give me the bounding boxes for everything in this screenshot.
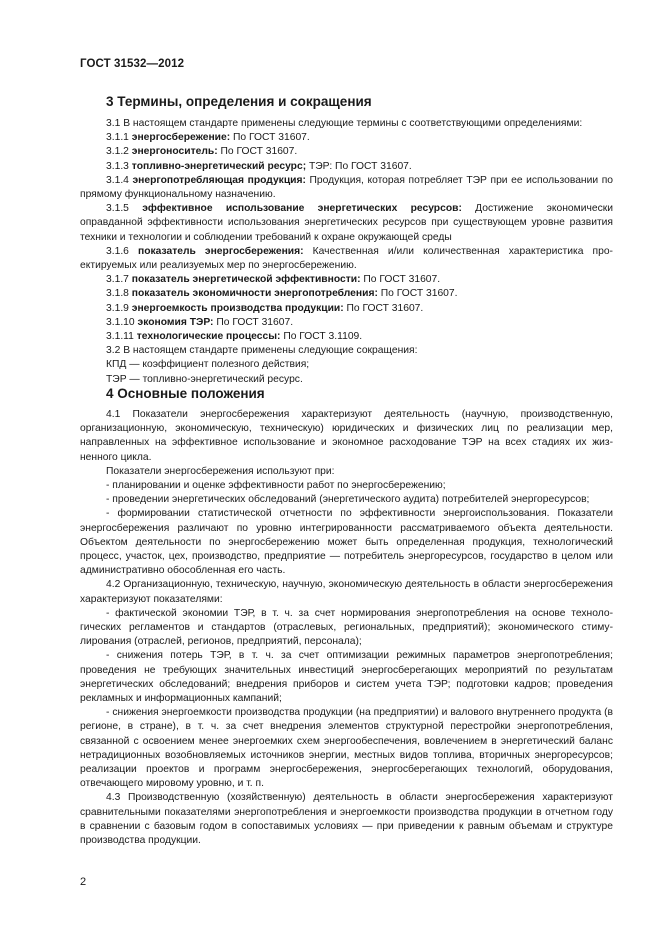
- list-item-audit: - проведении энергетических обследований (энергетического аудита) потребителей энергоресурсов;: [106, 494, 590, 506]
- list-item-actual-savings: - фактической экономии ТЭР, в т. ч. за счет нормирования энергопотребления на основе технологических регламентов и стандартов (отраслевых, региональных, предприятий); экономического стимулирования (отраслей, регионов, предприятий, персонала);: [80, 607, 613, 648]
- document-header: ГОСТ 31532—2012: [80, 58, 185, 70]
- list-item-planning: - планировании и оценке эффективности работ по энергосбережению;: [106, 480, 446, 492]
- list-item-energy-intensity: - снижения энергоемкости производства продукции (на предприятии) и валового внутреннего продукта (в регионе, в стране), в т. ч. за счет внедрения элементов структурной перестройки энергопотребления, связанной с освоением менее энергоемких схем энергообеспечения, вовлечением в энергетический баланс нетрадиционных возобновляемых источников энергии, местных видов топлива, вторичных энергоресурсов; реализации проектов и программ энергосбережения, энергосберегающих технологий, оборудования, отвечающего мировому уровню, и т. п.: [80, 707, 613, 790]
- abbreviation-ter: ТЭР — топливно-энергетический ресурс.: [106, 373, 303, 385]
- term-item-3-1-5: 3.1.5 эффективное использование энергетических ресурсов: Достижение экономически оправданной эффективности использования энергетических ресурсов при существующем уровне развития техники и технологии и соблюдении требований к охране окружающей среды: [80, 203, 613, 243]
- term-item-3-1-10: 3.1.10 экономия ТЭР: По ГОСТ 31607.: [106, 316, 294, 328]
- term-item-3-1-1: 3.1.1 энергосбережение: По ГОСТ 31607.: [106, 132, 310, 144]
- term-item-3-1-2: 3.1.2 энергоноситель: По ГОСТ 31607.: [106, 146, 298, 158]
- abbreviation-kpd: КПД — коэффициент полезного действия;: [106, 359, 310, 371]
- section-4-body: [80, 408, 613, 848]
- term-item-3-1-3: 3.1.3 топливно-энергетический ресурс; ТЭР: По ГОСТ 31607.: [106, 160, 412, 172]
- paragraph-4-2: 4.2 Организационную, техническую, научную, экономическую деятельность в области энергосбережения характеризуют показателями:: [80, 579, 613, 605]
- section-4-heading: 4 Основные положения: [106, 386, 265, 401]
- section-3-body: [80, 117, 613, 387]
- list-item-statistics: - формировании статистической отчетности по эффективности энергоиспользования. Показатели энергосбережения различают по уровню интегрированности рассматриваемого объекта деятельности. Объектом деятельности по энергосбережению может быть определенная продукция, технологический процесс, участок, цех, производство, предприятие — потребитель энергоресурсов, государство в целом или административно обособленная его часть.: [80, 508, 613, 577]
- section-3-heading: 3 Термины, определения и сокращения: [106, 94, 372, 109]
- paragraph-4-1: 4.1 Показатели энергосбережения характеризуют деятельность (научную, производственную, организационную, экономическую, техническую) юридических и физических лиц по реализации мер, направленных на эффективное использование и экономное расходование ТЭР на всех стадиях их жизненного цикла.: [80, 409, 613, 463]
- term-item-3-1-8: 3.1.8 показатель экономичности энергопотребления: По ГОСТ 31607.: [106, 288, 458, 300]
- term-item-3-1-7: 3.1.7 показатель энергетической эффективности: По ГОСТ 31607.: [106, 274, 441, 286]
- term-item-3-1-11: 3.1.11 технологические процессы: По ГОСТ 3.1109.: [106, 331, 363, 343]
- term-item-3-1: 3.1 В настоящем стандарте применены следующие термины с соответствующими определениями:: [106, 118, 583, 129]
- term-item-3-1-9: 3.1.9 энергоемкость производства продукции: По ГОСТ 31607.: [106, 302, 424, 314]
- term-item-3-2: 3.2 В настоящем стандарте применены следующие сокращения:: [106, 345, 418, 357]
- paragraph-4-3: 4.3 Производственную (хозяйственную) деятельность в области энергосбережения характеризуют сравнительными показателями энергопотребления и энергоемкости производства продукции в отчетном году в сравнении с базовым годом в сопоставимых условиях — при приведении к равным объемам и структуре производства продукции.: [80, 792, 613, 847]
- term-item-3-1-4: 3.1.4 энергопотребляющая продукция: Продукция, которая потребляет ТЭР при ее использовании по прямому функциональному назначению.: [80, 174, 613, 201]
- list-item-loss-reduction: - снижения потерь ТЭР, в т. ч. за счет оптимизации режимных параметров энергопотребления; проведения не требующих значительных инвестиций энергосберегающих мероприятий по результатам энергетических обследований; внедрения приборов и систем учета ТЭР; подготовки кадров; проведения рекламных и информационных кампаний;: [80, 650, 613, 705]
- paragraph-usage-intro: Показатели энергосбережения используют при:: [106, 465, 335, 477]
- page-number: 2: [80, 876, 87, 888]
- term-item-3-1-6: 3.1.6 показатель энергосбережения: Качественная и/или количественная характеристика проектируемых или реализуемых мер по энергосбережению.: [80, 245, 613, 272]
